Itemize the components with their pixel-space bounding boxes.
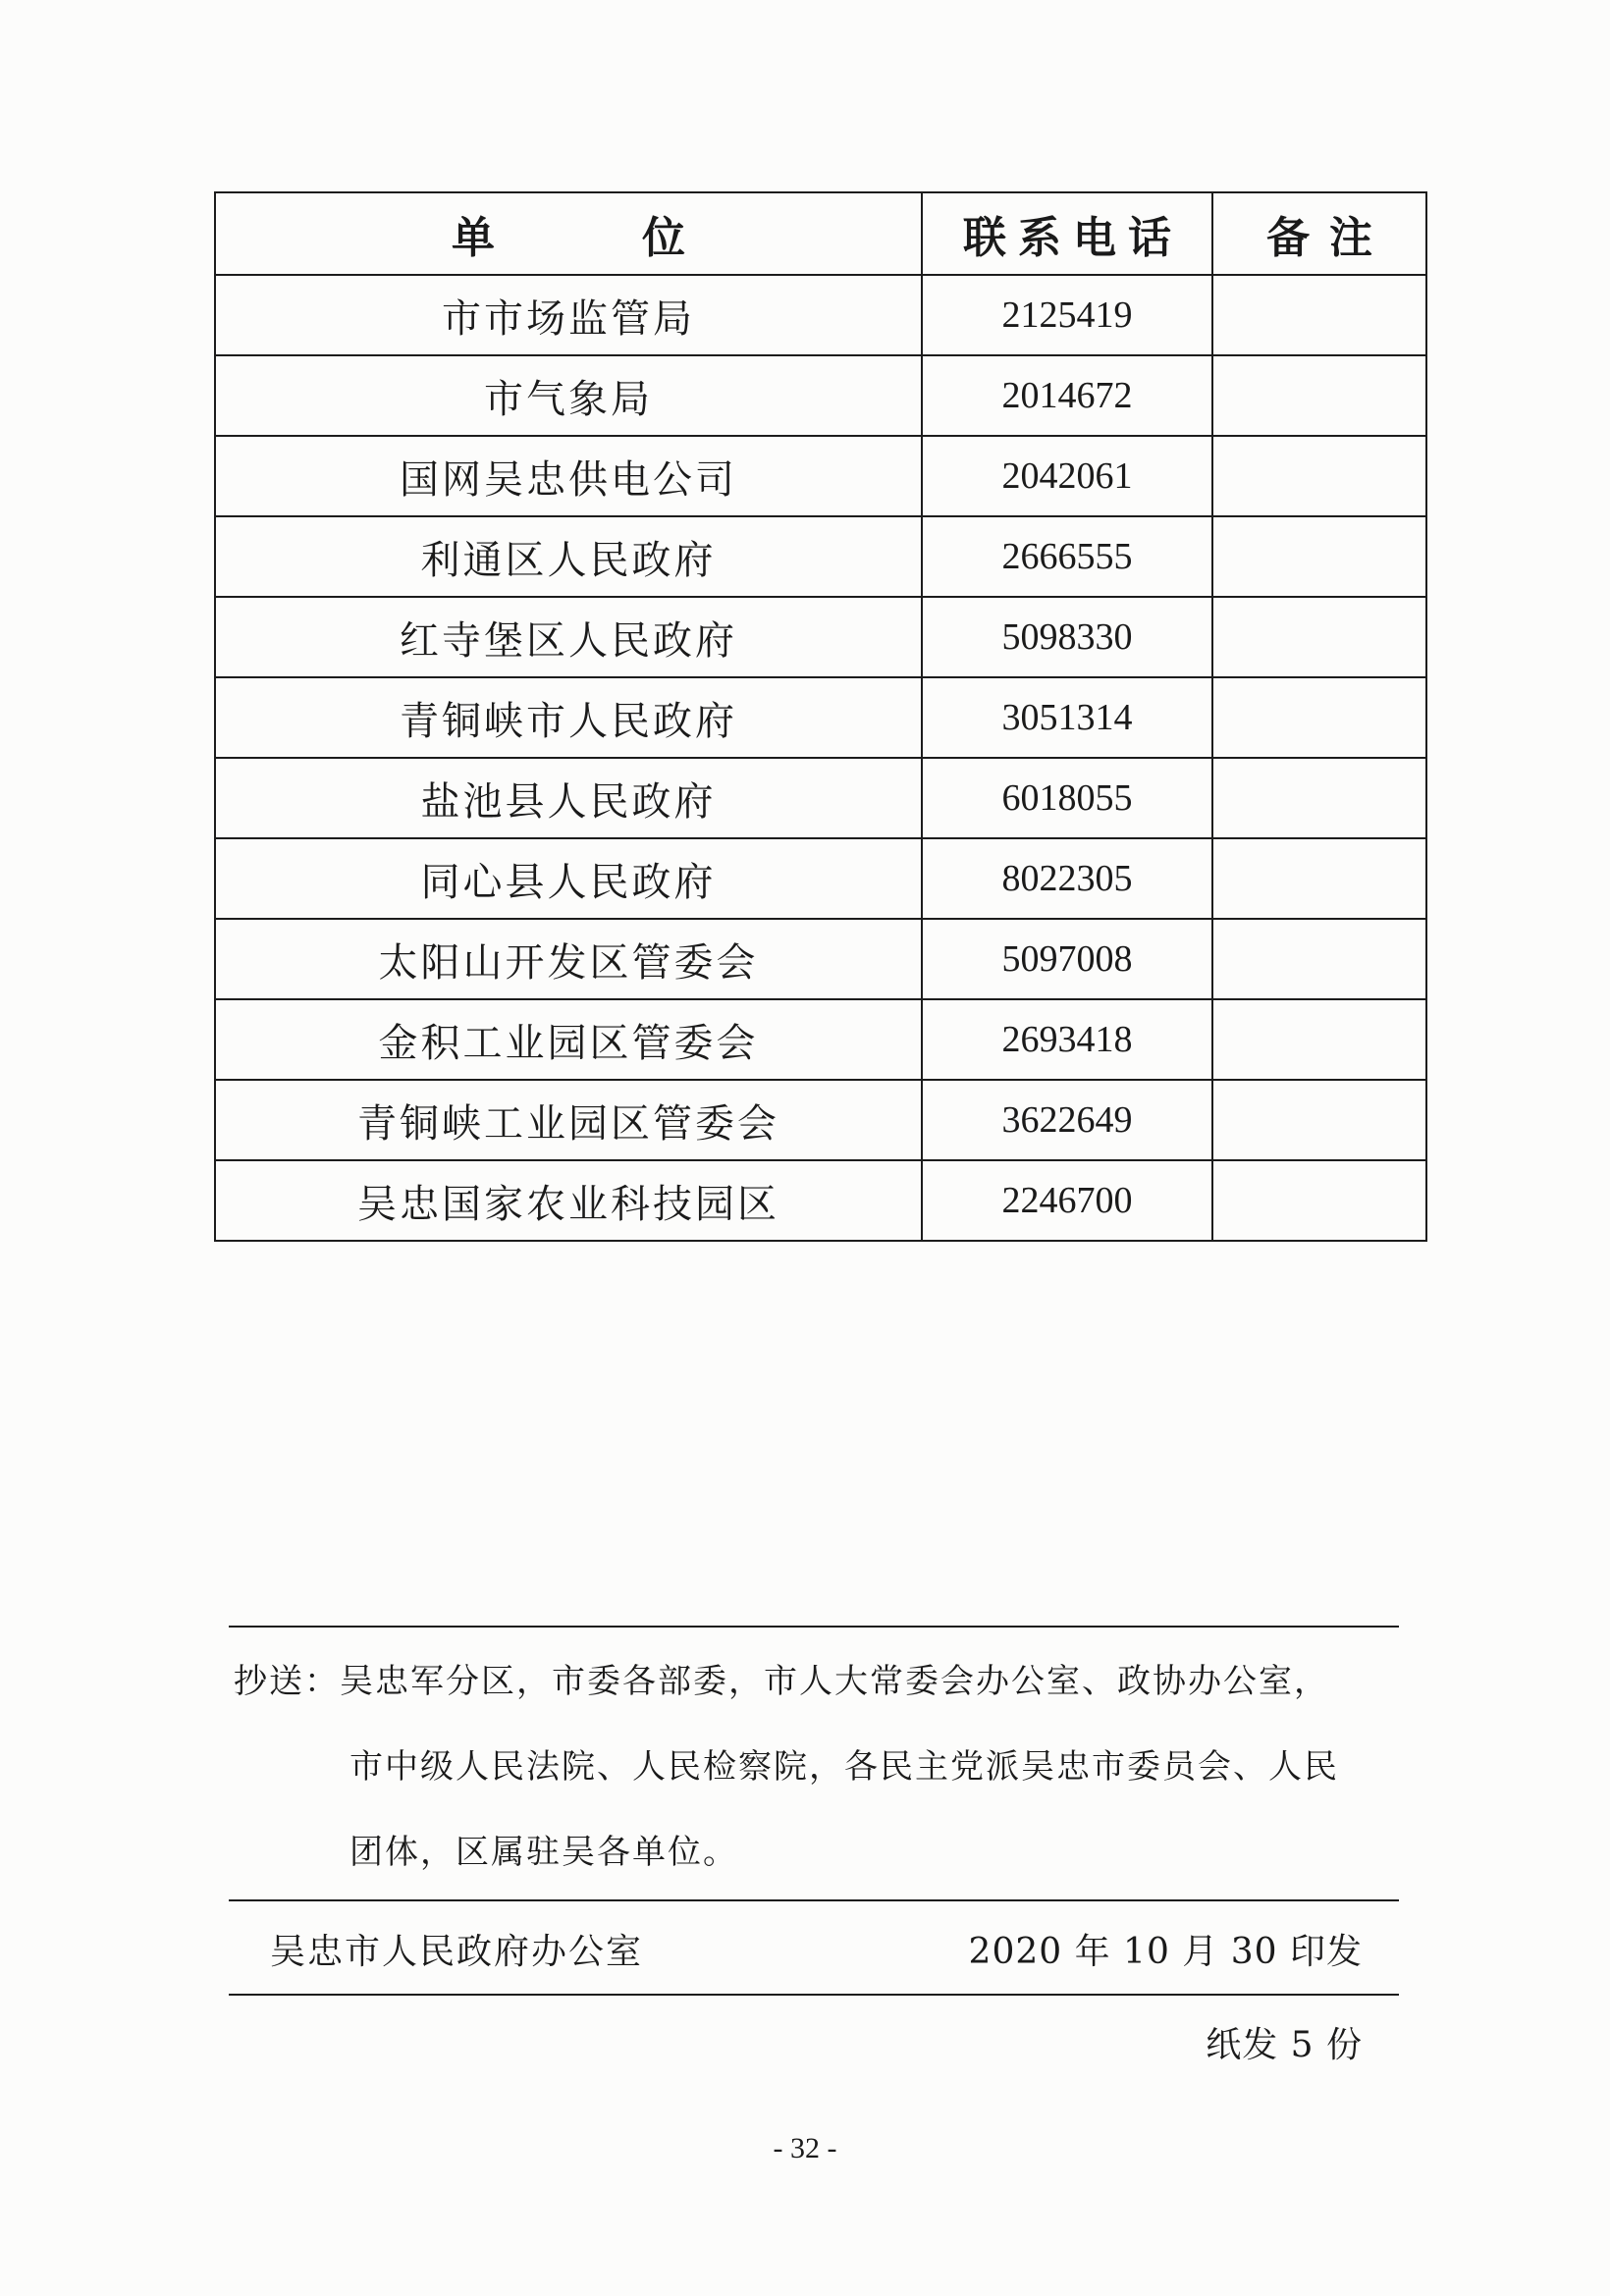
unit-cell: 市市场监管局	[215, 275, 922, 355]
phone-cell: 2125419	[922, 275, 1212, 355]
unit-cell: 同心县人民政府	[215, 838, 922, 919]
issue-date: 2020 年 10 月 30 印发	[968, 1932, 1363, 1972]
table-row	[215, 677, 1426, 758]
phone-cell: 6018055	[922, 758, 1212, 838]
phone-cell: 2014672	[922, 355, 1212, 436]
issuer-name: 吴忠市人民政府办公室	[270, 1932, 644, 1972]
note-cell	[1212, 355, 1426, 436]
table-row	[215, 516, 1426, 597]
note-cell	[1212, 838, 1426, 919]
phone-cell: 8022305	[922, 838, 1212, 919]
unit-cell: 国网吴忠供电公司	[215, 436, 922, 516]
cc-line: 团体，区属驻吴各单位。	[349, 1833, 738, 1872]
note-cell	[1212, 436, 1426, 516]
table-header-row	[215, 192, 1426, 275]
cc-line: 市中级人民法院、人民检察院，各民主党派吴忠市委员会、人民	[349, 1747, 1339, 1787]
table-row	[215, 436, 1426, 516]
table-row	[215, 919, 1426, 999]
note-cell	[1212, 275, 1426, 355]
phone-cell: 2042061	[922, 436, 1212, 516]
copies-count: 纸发 5 份	[1206, 2025, 1363, 2065]
contact-table	[214, 191, 1427, 1242]
phone-cell: 3622649	[922, 1080, 1212, 1160]
note-cell	[1212, 1160, 1426, 1241]
table-row	[215, 1160, 1426, 1241]
note-cell	[1212, 919, 1426, 999]
note-cell	[1212, 1080, 1426, 1160]
note-cell	[1212, 597, 1426, 677]
unit-cell: 青铜峡工业园区管委会	[215, 1080, 922, 1160]
unit-cell: 青铜峡市人民政府	[215, 677, 922, 758]
phone-cell: 2246700	[922, 1160, 1212, 1241]
table-row	[215, 275, 1426, 355]
note-cell	[1212, 516, 1426, 597]
footer-top-rule	[229, 1626, 1399, 1628]
unit-cell: 利通区人民政府	[215, 516, 922, 597]
unit-cell: 盐池县人民政府	[215, 758, 922, 838]
cc-line: 抄送：吴忠军分区，市委各部委，市人大常委会办公室、政协办公室，	[234, 1662, 1329, 1701]
unit-cell: 市气象局	[215, 355, 922, 436]
table-row	[215, 758, 1426, 838]
unit-cell: 吴忠国家农业科技园区	[215, 1160, 922, 1241]
footer-middle-rule	[229, 1899, 1399, 1901]
table-row	[215, 1080, 1426, 1160]
unit-cell: 太阳山开发区管委会	[215, 919, 922, 999]
note-cell	[1212, 758, 1426, 838]
header-note: 备注	[1212, 192, 1426, 275]
header-unit: 单位	[215, 192, 922, 275]
table-row	[215, 597, 1426, 677]
table-row	[215, 999, 1426, 1080]
note-cell	[1212, 999, 1426, 1080]
phone-cell: 5098330	[922, 597, 1212, 677]
note-cell	[1212, 677, 1426, 758]
phone-cell: 3051314	[922, 677, 1212, 758]
unit-cell: 红寺堡区人民政府	[215, 597, 922, 677]
page-number: - 32 -	[773, 2132, 837, 2164]
phone-cell: 5097008	[922, 919, 1212, 999]
phone-cell: 2693418	[922, 999, 1212, 1080]
phone-cell: 2666555	[922, 516, 1212, 597]
header-phone: 联系电话	[922, 192, 1212, 275]
footer-bottom-rule	[229, 1994, 1399, 1996]
table-row	[215, 355, 1426, 436]
unit-cell: 金积工业园区管委会	[215, 999, 922, 1080]
table-row	[215, 838, 1426, 919]
